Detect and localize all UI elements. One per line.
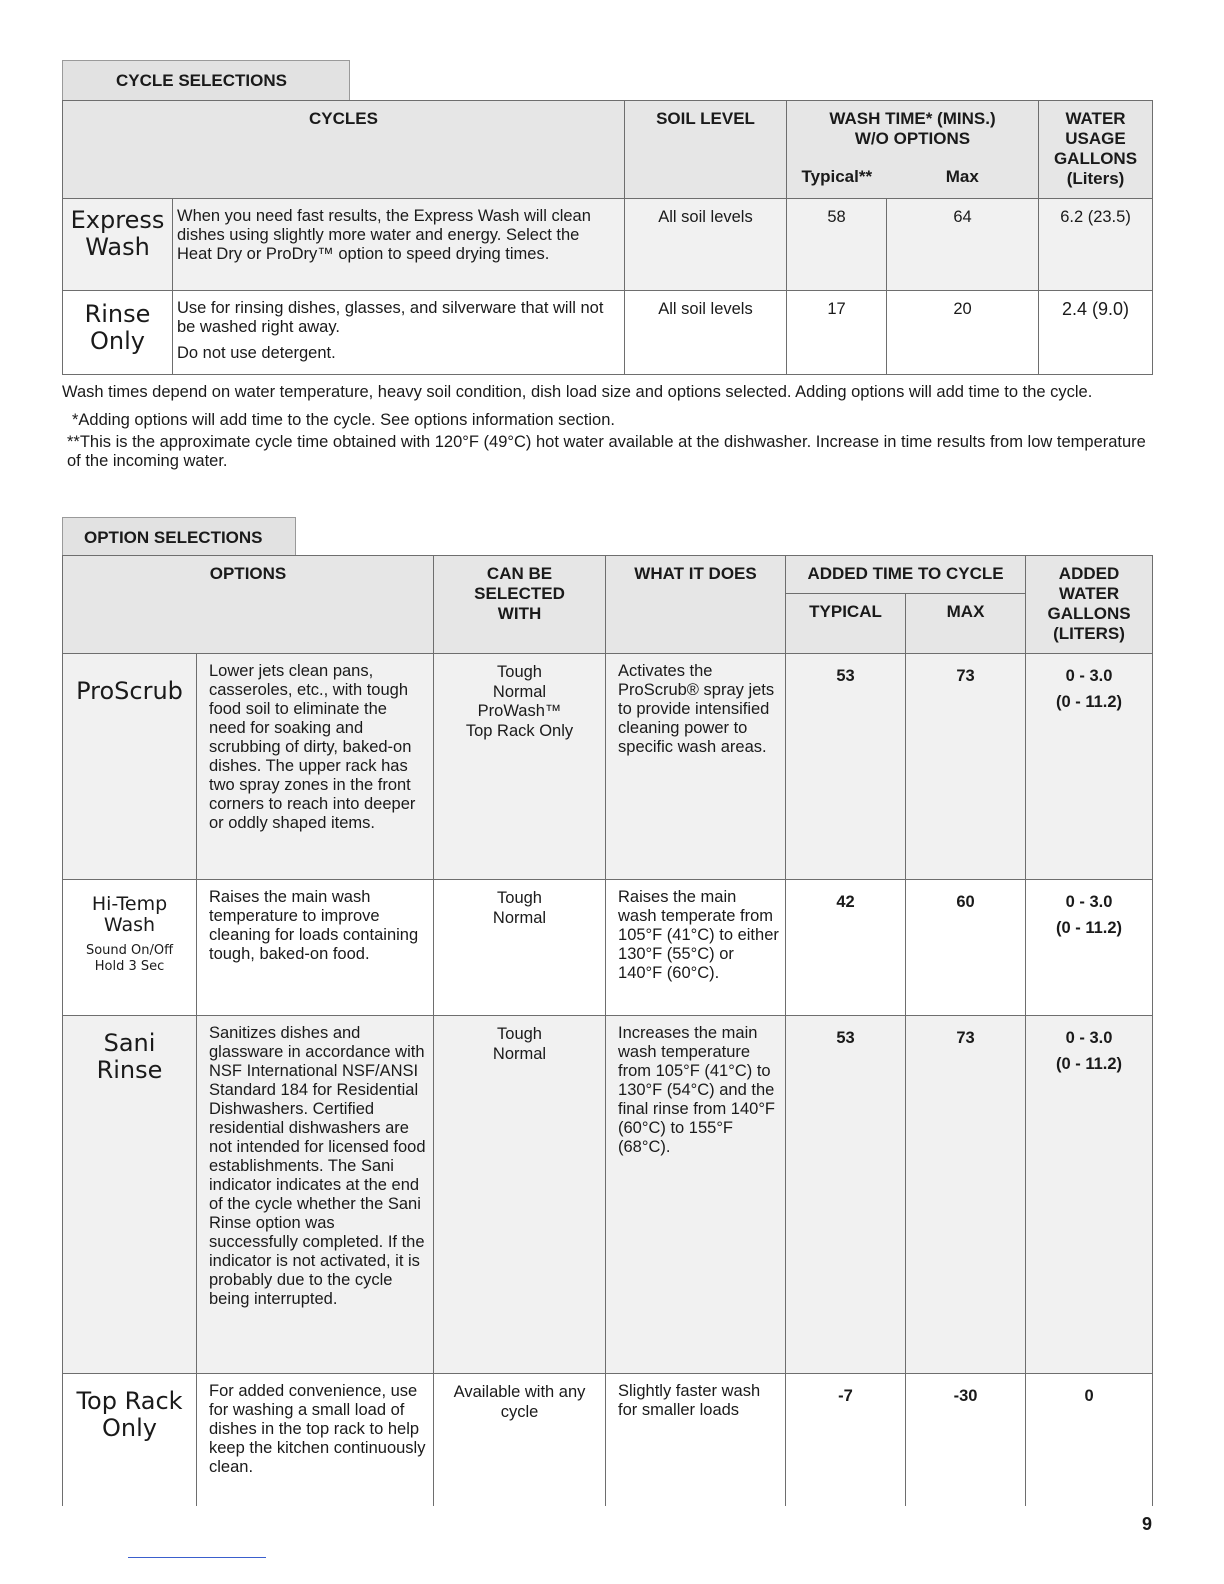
- cycle-max: 20: [887, 291, 1039, 375]
- header-what-it-does: WHAT IT DOES: [606, 556, 786, 654]
- option-can-be-selected: Available with any cycle: [434, 1374, 606, 1506]
- option-header-row: [63, 556, 1153, 594]
- option-name: [63, 654, 197, 880]
- cycle-name-line2: Wash: [85, 232, 150, 261]
- option-water: [1026, 880, 1153, 1016]
- option-can-be-selected: Tough Normal: [434, 880, 606, 1016]
- option-water-liters: (0 - 11.2): [1056, 693, 1123, 711]
- option-row-hi-temp-wash: [63, 880, 1153, 1016]
- option-section-title: OPTION SELECTIONS: [62, 517, 296, 555]
- option-water-gallons: 0: [1084, 1387, 1094, 1405]
- option-what-it-does: Activates the ProScrub® spray jets to provide intensified cleaning power to specific wash areas.: [606, 654, 786, 880]
- cycle-row-rinse-only: [63, 291, 1153, 375]
- header-soil-level: SOIL LEVEL: [625, 101, 787, 199]
- option-max: 73: [906, 654, 1026, 880]
- option-can-be-selected: Tough Normal ProWash™ Top Rack Only: [434, 654, 606, 880]
- header-added-water: ADDED WATER GALLONS (LITERS): [1026, 556, 1153, 654]
- cycle-description-text: Use for rinsing dishes, glasses, and silverware that will not be washed right away.: [177, 299, 604, 336]
- cycle-max: 64: [887, 199, 1039, 291]
- cycle-name-line1: Express: [70, 206, 165, 234]
- option-max: -30: [906, 1374, 1026, 1506]
- cycle-name: [63, 291, 173, 375]
- option-water: [1026, 1016, 1153, 1374]
- option-description: Lower jets clean pans, casseroles, etc., with tough food soil to eliminate the need for soaking and scrubbing of dirty, baked-on dishes. The upper rack has two spray zones in the front corners to reach into deeper or oddly shaped items.: [197, 654, 434, 880]
- option-typical: -7: [786, 1374, 906, 1506]
- header-wash-time: [787, 101, 1039, 199]
- option-name-line2: Wash: [103, 914, 156, 937]
- header-water-usage: WATER USAGE GALLONS (Liters): [1039, 101, 1153, 199]
- header-cycles: CYCLES: [63, 101, 625, 199]
- header-added-time: ADDED TIME TO CYCLE: [786, 556, 1026, 594]
- option-row-sani-rinse: [63, 1016, 1153, 1374]
- option-what-it-does: Raises the main wash temperate from 105°F (41°C) to either 130°F (55°C) or 140°F (60°C).: [606, 880, 786, 1016]
- note-star2: **This is the approximate cycle time obtained with 120°F (49°C) hot water available at the dishwasher. Increase in time results from low temperature of the incoming water.: [67, 433, 1146, 470]
- header-can-be-selected: CAN BE SELECTED WITH: [434, 556, 606, 654]
- cycle-typical: 58: [787, 199, 887, 291]
- option-name: [63, 1374, 197, 1506]
- option-name-line1: Top Rack: [76, 1387, 183, 1415]
- option-name-line1: ProScrub: [76, 677, 183, 705]
- cycle-name-line2: Only: [90, 326, 145, 355]
- header-typical: TYPICAL: [786, 594, 906, 654]
- cycle-description: [173, 291, 625, 375]
- cycle-description: When you need fast results, the Express Wash will clean dishes using slightly more water and energy. Select the Heat Dry or ProDry™ option to speed drying times.: [173, 199, 625, 291]
- option-name-line2: Only: [102, 1413, 157, 1442]
- option-typical: 42: [786, 880, 906, 1016]
- option-description: Sanitizes dishes and glassware in accordance with NSF International NSF/ANSI Standard 184 for Residential Dishwashers. Certified residential dishwashers are not intended for licensed food establishments. The Sani indicator indicates at the end of the cycle whether the Sani Rinse option was successfully completed. If the indicator is not activated, it is probably due to the cycle being interrupted.: [197, 1016, 434, 1374]
- option-what-it-does: Increases the main wash temperature from 105°F (41°C) to 130°F (54°C) and the final rinse from 140°F (60°C) to 155°F (68°C).: [606, 1016, 786, 1374]
- note-star1: *Adding options will add time to the cycle. See options information section.: [72, 411, 615, 429]
- header-options: OPTIONS: [63, 556, 434, 654]
- option-description: Raises the main wash temperature to improve cleaning for loads containing tough, baked-on food.: [197, 880, 434, 1016]
- option-typical: 53: [786, 1016, 906, 1374]
- cycle-description-note: Do not use detergent.: [177, 344, 336, 362]
- option-water: [1026, 654, 1153, 880]
- option-water-liters: (0 - 11.2): [1056, 919, 1123, 937]
- header-max: Max: [945, 167, 979, 186]
- option-name: [63, 880, 197, 1016]
- cycle-header-row: [63, 101, 1153, 199]
- cycle-name-line1: Rinse: [84, 300, 151, 328]
- option-name-line2: Rinse: [96, 1055, 163, 1084]
- option-row-top-rack-only: [63, 1374, 1153, 1506]
- cycle-soil-level: All soil levels: [625, 291, 787, 375]
- option-row-proscrub: [63, 654, 1153, 880]
- note-main: Wash times depend on water temperature, heavy soil condition, dish load size and options selected. Adding options will add time to the cycle.: [62, 383, 1093, 401]
- cycle-water: 2.4 (9.0): [1039, 291, 1153, 375]
- option-water: [1026, 1374, 1153, 1506]
- wash-time-label: WASH TIME* (MINS.): [829, 109, 996, 128]
- option-name-line1: Hi-Temp: [91, 893, 168, 915]
- cycle-soil-level: All soil levels: [625, 199, 787, 291]
- option-typical: 53: [786, 654, 906, 880]
- cycle-notes: [62, 383, 1152, 471]
- option-name-line1: Sani: [103, 1029, 156, 1057]
- option-can-be-selected: Tough Normal: [434, 1016, 606, 1374]
- option-name-sub: Sound On/Off Hold 3 Sec: [85, 942, 174, 974]
- cycle-section-title: CYCLE SELECTIONS: [62, 60, 350, 100]
- cycle-row-express-wash: [63, 199, 1153, 291]
- option-description: For added convenience, use for washing a small load of dishes in the top rack to help keep the kitchen continuously clean.: [197, 1374, 434, 1506]
- option-what-it-does: Slightly faster wash for smaller loads: [606, 1374, 786, 1506]
- option-max: 73: [906, 1016, 1026, 1374]
- option-water-liters: (0 - 11.2): [1056, 1055, 1123, 1073]
- page-number: 9: [1141, 1514, 1152, 1534]
- footer-rule: [128, 1557, 266, 1558]
- option-water-gallons: 0 - 3.0: [1065, 667, 1113, 685]
- cycle-name: [63, 199, 173, 291]
- option-water-gallons: 0 - 3.0: [1065, 1029, 1113, 1047]
- header-typical: Typical**: [801, 167, 873, 186]
- cycle-typical: 17: [787, 291, 887, 375]
- cycle-table: [62, 100, 1153, 375]
- option-water-gallons: 0 - 3.0: [1065, 893, 1113, 911]
- option-name: [63, 1016, 197, 1374]
- option-table: [62, 555, 1153, 1506]
- cycle-water: 6.2 (23.5): [1039, 199, 1153, 291]
- header-max: MAX: [906, 594, 1026, 654]
- wash-time-sub: W/O OPTIONS: [854, 129, 971, 148]
- option-max: 60: [906, 880, 1026, 1016]
